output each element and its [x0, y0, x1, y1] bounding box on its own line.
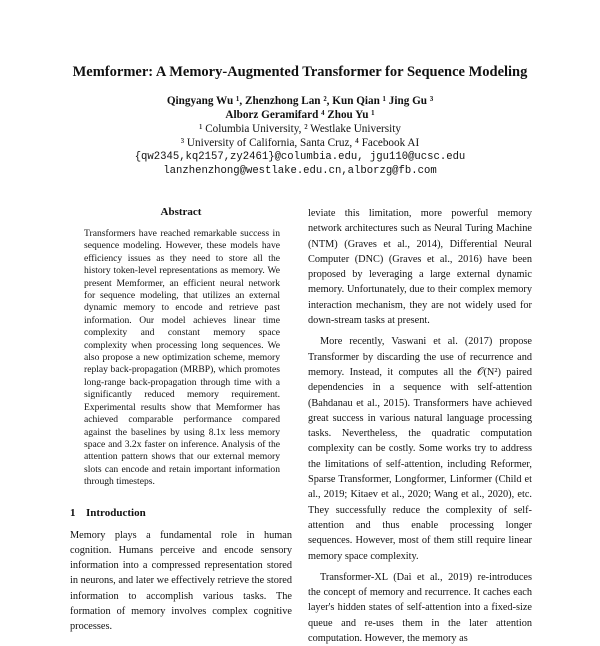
- right-paragraph-1: leviate this limitation, more powerful memory network architectures such as Neural Turing Machine (NTM) (Graves et al., 2014), Differential Neural Computer (DNC) (Graves et al., 2016) have been proposed by leveraging a large external dynamic memory. Unfortunately, due to their complex memory interaction mechanism, they are not widely used for down-stream tasks at present.: [308, 208, 532, 327]
- right-column: [308, 206, 532, 646]
- right-paragraph-2: More recently, Vaswani et al. (2017) propose Transformer by discarding the use of recurrence and memory. Instead, it computes all the 𝒪(N²) paired dependencies in a sequence with self-attention (Bahdanau et al., 2015). Transformers have achieved great success in various natural language processing tasks. Nevertheless, the quadratic computation complexity can be costly. Some works try to address the limitations of self-attention, including Reformer, Sparse Transformer, Longformer, Linformer (Child et al., 2019; Kitaev et al., 2020; Wang et al., 2020), etc. They successfully reduce the complexity of self-attention and thus enable processing longer sequences. However, most of them still require linear memory space complexity.: [308, 336, 532, 562]
- authors-line-2: Alborz Geramifard ⁴ Zhou Yu ¹: [225, 109, 375, 121]
- paper-title: Memformer: A Memory-Augmented Transformer for Sequence Modeling: [72, 64, 528, 80]
- introduction-heading: [70, 507, 292, 519]
- emails-line-1: {qw2345,kq2157,zy2461}@columbia.edu, jgu110@ucsc.edu: [134, 151, 466, 163]
- section-title: Introduction: [86, 506, 146, 519]
- abstract-text: Transformers have reached remarkable success in sequence modeling. However, these models have efficiency issues as they need to store all the history token-level representations as memory. We present Memformer, an efficient neural network for sequence modeling, that utilizes an external dynamic memory to encode and retrieve past information. Our model achieves linear time complexity and constant memory space complexity when processing long sequences. We also propose a new optimization scheme, memory replay back-propagation (MRBP), which promotes long-range back-propagation through time with a significantly reduced memory requirement. Experimental results show that Memformer has achieved comparable performance compared against the baselines by using 8.1x less memory space and 3.2x faster on inference. Analysis of the attention pattern shows that our external memory slots can encode and retain important information through timesteps.: [84, 228, 280, 488]
- section-number: 1: [70, 506, 76, 519]
- affiliations-line-2: ³ University of California, Santa Cruz, ⁴ Facebook AI: [180, 137, 420, 149]
- authors-line-1: Qingyang Wu ¹, Zhenzhong Lan ², Kun Qian ¹ Jing Gu ³: [166, 95, 434, 107]
- left-column: [70, 206, 292, 635]
- affiliations-line-1: ¹ Columbia University, ² Westlake University: [199, 123, 401, 135]
- author-block: [0, 94, 600, 178]
- introduction-paragraph: Memory plays a fundamental role in human cognition. Humans perceive and encode sensory information into a compressed representation stored in neurons, and later we effectively retrieve the stored information to accomplish various tasks. The formation of memory involves complex cognitive processes.: [70, 529, 292, 633]
- emails-line-2: lanzhenzhong@westlake.edu.cn,alborzg@fb.com: [163, 165, 437, 177]
- right-paragraph-3: Transformer-XL (Dai et al., 2019) re-introduces the concept of memory and recurrence. It caches each layer's hidden states of self-attention into a fixed-size queue and re-uses them in the later attention computation. However, the memory as: [308, 571, 532, 645]
- abstract-heading: Abstract: [160, 206, 202, 218]
